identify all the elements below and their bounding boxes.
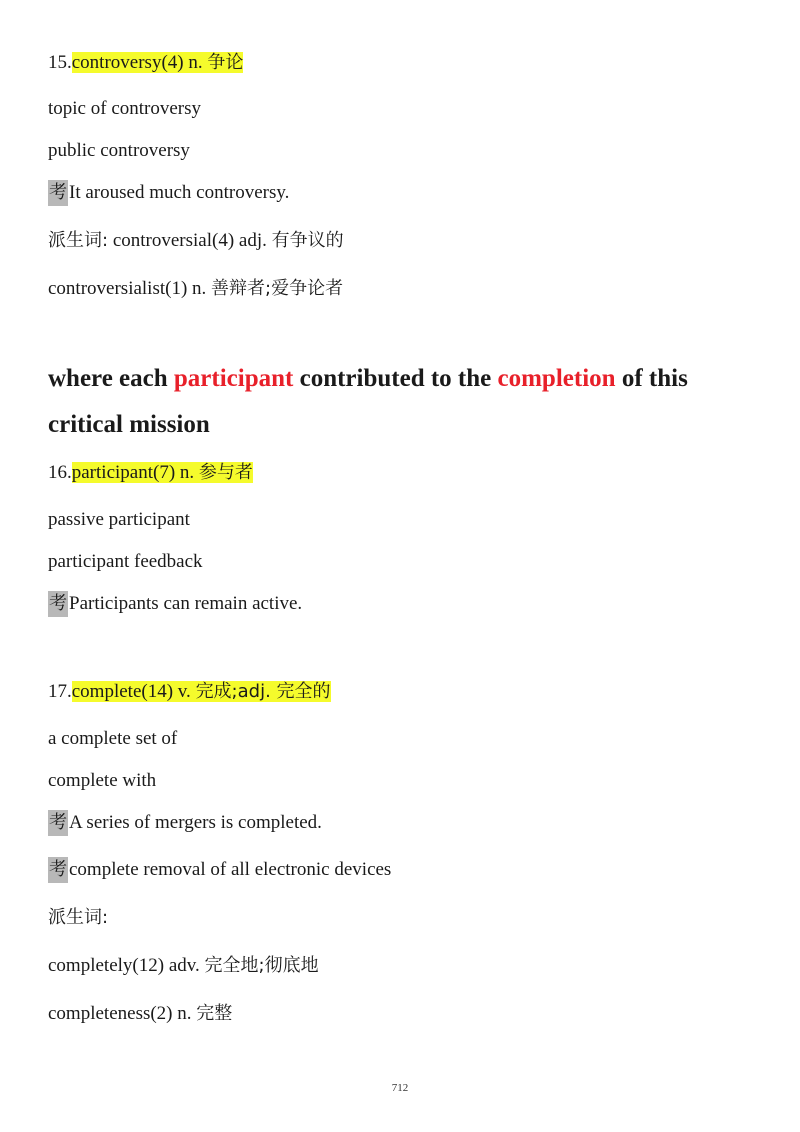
derived-word: controversialist(1) n. 善辩者;爱争论者 (48, 278, 344, 299)
exam-example: 考 It aroused much controversy. (48, 180, 289, 206)
phrase: participant feedback (48, 551, 203, 572)
exam-marker-icon: 考 (48, 810, 68, 836)
entry-number: 16. (48, 462, 72, 483)
exam-example: 考 Participants can remain active. (48, 591, 302, 617)
headword-highlight: controversy(4) n. 争论 (71, 52, 244, 73)
derived-label: 派生词: (48, 230, 109, 251)
phrase: public controversy (48, 140, 190, 161)
key-sentence: where each participant contributed to the completion of this critical mission (48, 365, 688, 438)
entry-number: 17. (48, 681, 72, 702)
entry-17-headword (48, 679, 331, 705)
exam-example: 考 A series of mergers is completed. (48, 810, 322, 836)
entry-16-headword (48, 460, 253, 486)
exam-marker-icon: 考 (48, 857, 68, 883)
entry-number: 15. (48, 52, 72, 73)
page-number: 712 (391, 1082, 409, 1094)
derived-word: completeness(2) n. 完整 (48, 1003, 233, 1024)
keyword-participant: participant (173, 365, 294, 392)
exam-marker-icon: 考 (48, 591, 68, 617)
headword-highlight: complete(14) v. 完成;adj. 完全的 (71, 681, 331, 702)
phrase: passive participant (48, 509, 190, 530)
exam-example: 考 complete removal of all electronic devices (48, 857, 391, 883)
keyword-completion: completion (497, 365, 616, 392)
exam-marker-icon: 考 (48, 180, 68, 206)
phrase: complete with (48, 770, 157, 791)
derived-label: 派生词: (48, 907, 109, 928)
derived-words: 派生词: controversial(4) adj. 有争议的 (48, 230, 344, 251)
phrase: a complete set of (48, 728, 178, 749)
phrase: topic of controversy (48, 98, 202, 119)
entry-15-headword (48, 50, 243, 76)
derived-word: completely(12) adv. 完全地;彻底地 (48, 955, 319, 976)
headword-highlight: participant(7) n. 参与者 (71, 462, 253, 483)
